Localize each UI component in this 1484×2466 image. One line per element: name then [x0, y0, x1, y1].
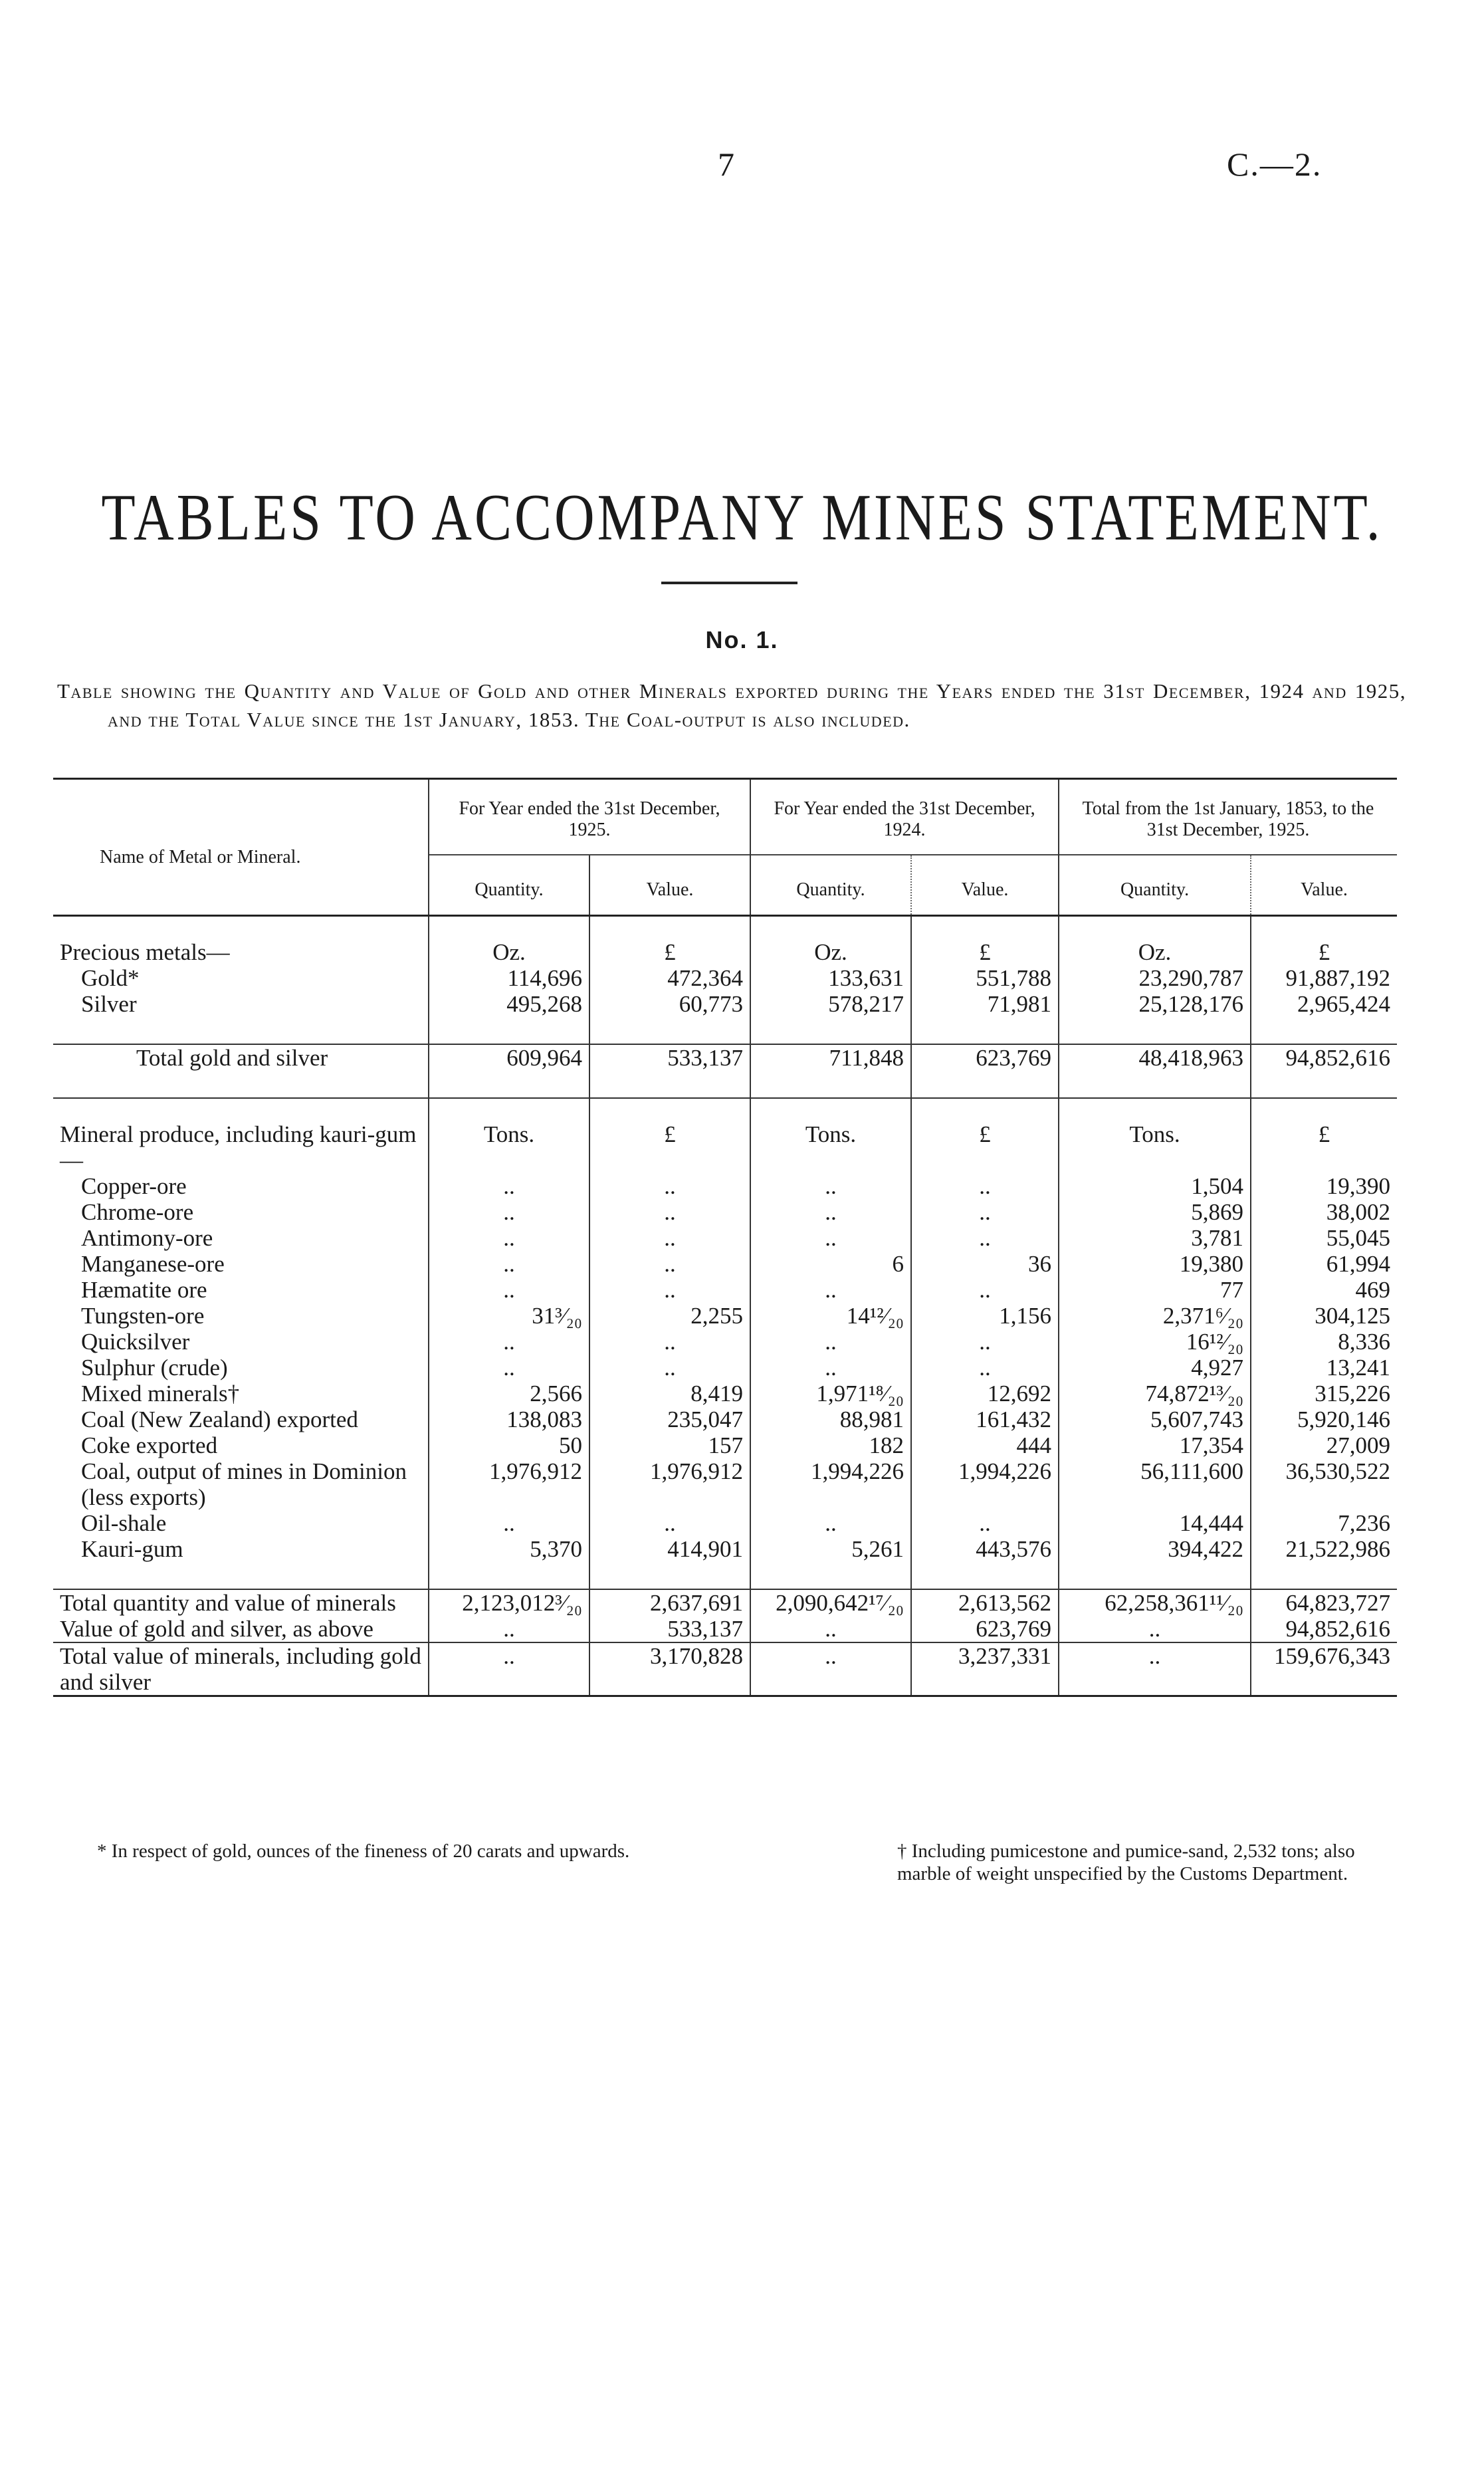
row-label: Tungsten-ore: [81, 1303, 205, 1329]
table-cell: 623,769: [911, 1044, 1059, 1071]
table-cell: 14¹²⁄₂₀: [750, 1303, 911, 1329]
table-cell: 1,976,912: [429, 1458, 589, 1510]
table-cell: ..: [911, 1355, 1059, 1381]
column-header-name: Name of Metal or Mineral.: [53, 779, 429, 916]
table-cell: 578,217: [750, 991, 911, 1017]
table-row: [53, 1406, 1397, 1432]
table-cell: 533,137: [589, 1616, 750, 1642]
table-cell: 2,123,012³⁄₂₀: [429, 1589, 589, 1616]
row-label: Gold*: [81, 965, 140, 991]
table-cell: 3,237,331: [911, 1642, 1059, 1696]
row-label: Value of gold and silver, as above: [60, 1616, 373, 1642]
table-cell: ..: [911, 1329, 1059, 1355]
table-cell: ..: [911, 1277, 1059, 1303]
table-cell: ..: [589, 1173, 750, 1199]
table-cell: ..: [429, 1510, 589, 1536]
unit-label: Oz.: [1059, 916, 1251, 966]
table-cell: 114,696: [429, 965, 589, 991]
table-cell: 1,504: [1059, 1173, 1251, 1199]
column-header-quantity: Quantity.: [1059, 855, 1251, 916]
table-cell: 8,336: [1251, 1329, 1397, 1355]
unit-label: £: [911, 1098, 1059, 1173]
table-cell: 50: [429, 1432, 589, 1458]
table-row: [53, 1536, 1397, 1562]
row-label: Total value of minerals, including gold and silver: [53, 1642, 429, 1696]
column-header-period-total: Total from the 1st January, 1853, to the 31st December, 1925.: [1059, 779, 1397, 855]
row-label: Oil-shale: [81, 1510, 167, 1536]
unit-label: £: [589, 1098, 750, 1173]
table-cell: 5,261: [750, 1536, 911, 1562]
page-title: TABLES TO ACCOMPANY MINES STATEMENT.: [101, 481, 1383, 555]
table-cell: 1,156: [911, 1303, 1059, 1329]
unit-label: £: [911, 916, 1059, 966]
unit-label: Tons.: [1059, 1098, 1251, 1173]
table-cell: ..: [429, 1329, 589, 1355]
row-label: Quicksilver: [81, 1329, 190, 1355]
table-cell: 77: [1059, 1277, 1251, 1303]
table-cell: 91,887,192: [1251, 965, 1397, 991]
table-cell: 94,852,616: [1251, 1044, 1397, 1071]
row-label: Coal, output of mines in Dominion (less exports): [81, 1458, 407, 1510]
table-cell: 469: [1251, 1277, 1397, 1303]
table-cell: 2,090,642¹⁷⁄₂₀: [750, 1589, 911, 1616]
table-row: [53, 1251, 1397, 1277]
table-cell: 609,964: [429, 1044, 589, 1071]
table-cell: 74,872¹³⁄₂₀: [1059, 1381, 1251, 1406]
table-cell: 315,226: [1251, 1381, 1397, 1406]
table-cell: ..: [589, 1199, 750, 1225]
table-cell: ..: [750, 1225, 911, 1251]
table-cell: ..: [911, 1173, 1059, 1199]
column-header-period-1925: For Year ended the 31st December, 1925.: [429, 779, 750, 855]
column-header-value: Value.: [911, 855, 1059, 916]
table-cell: 38,002: [1251, 1199, 1397, 1225]
table-cell: 25,128,176: [1059, 991, 1251, 1017]
table-cell: 1,994,226: [750, 1458, 911, 1510]
row-label: Coal (New Zealand) exported: [81, 1406, 358, 1432]
table-row: [53, 965, 1397, 991]
table-cell: ..: [429, 1355, 589, 1381]
table-cell: ..: [750, 1173, 911, 1199]
table-cell: 21,522,986: [1251, 1536, 1397, 1562]
table-cell: ..: [750, 1329, 911, 1355]
row-label: Kauri-gum: [81, 1536, 183, 1562]
table-cell: 60,773: [589, 991, 750, 1017]
table-cell: 12,692: [911, 1381, 1059, 1406]
row-label: Total quantity and value of minerals: [53, 1589, 429, 1616]
table-cell: 2,371⁶⁄₂₀: [1059, 1303, 1251, 1329]
row-label: Manganese-ore: [81, 1251, 225, 1277]
table-cell: 444: [911, 1432, 1059, 1458]
table-cell: 36: [911, 1251, 1059, 1277]
table-cell: ..: [429, 1199, 589, 1225]
table-row: [53, 916, 1397, 966]
table-cell: 551,788: [911, 965, 1059, 991]
table-cell: 19,390: [1251, 1173, 1397, 1199]
table-cell: 56,111,600: [1059, 1458, 1251, 1510]
table-cell: 61,994: [1251, 1251, 1397, 1277]
table-cell: 472,364: [589, 965, 750, 991]
table-cell: 443,576: [911, 1536, 1059, 1562]
table-cell: 304,125: [1251, 1303, 1397, 1329]
table-cell: 13,241: [1251, 1355, 1397, 1381]
table-cell: 31³⁄₂₀: [429, 1303, 589, 1329]
table-cell: 23,290,787: [1059, 965, 1251, 991]
table-cell: ..: [589, 1355, 750, 1381]
table-cell: 711,848: [750, 1044, 911, 1071]
table-row: [53, 1589, 1397, 1616]
table-cell: 14,444: [1059, 1510, 1251, 1536]
row-label: Mixed minerals†: [81, 1381, 240, 1406]
table-cell: 394,422: [1059, 1536, 1251, 1562]
table-cell: 1,971¹⁸⁄₂₀: [750, 1381, 911, 1406]
table-row: [53, 1432, 1397, 1458]
table-cell: 7,236: [1251, 1510, 1397, 1536]
table-cell: 138,083: [429, 1406, 589, 1432]
table-cell: ..: [429, 1642, 589, 1696]
table-cell: 533,137: [589, 1044, 750, 1071]
table-cell: 48,418,963: [1059, 1044, 1251, 1071]
table-row: [53, 1044, 1397, 1071]
parliamentary-paper-reference: C.—2.: [1227, 146, 1323, 183]
table-cell: 5,370: [429, 1536, 589, 1562]
table-number: No. 1.: [705, 626, 779, 653]
table-cell: ..: [1059, 1616, 1251, 1642]
table-row: [53, 1458, 1397, 1510]
column-header-value: Value.: [1251, 855, 1397, 916]
row-label: Hæmatite ore: [81, 1277, 207, 1303]
section-heading-mineral: Mineral produce, including kauri-gum—: [53, 1098, 429, 1173]
table-cell: ..: [750, 1616, 911, 1642]
table-cell: 27,009: [1251, 1432, 1397, 1458]
table-cell: 5,869: [1059, 1199, 1251, 1225]
table-row: [53, 1303, 1397, 1329]
table-cell: 36,530,522: [1251, 1458, 1397, 1510]
unit-label: Tons.: [429, 1098, 589, 1173]
page-number: 7: [718, 146, 734, 183]
table-cell: 55,045: [1251, 1225, 1397, 1251]
table-cell: ..: [911, 1510, 1059, 1536]
table-cell: ..: [589, 1277, 750, 1303]
table-cell: ..: [589, 1251, 750, 1277]
row-label: Copper-ore: [81, 1173, 187, 1199]
table-cell: 4,927: [1059, 1355, 1251, 1381]
table-caption-text: Table showing the Quantity and Value of Gold and other Minerals exported during the Years ended the 31st December, 1924 and 1925, and the Total Value since the 1st January, 1853. The Coal-output is also included.: [57, 679, 1406, 731]
table-row: [53, 1355, 1397, 1381]
row-label: Antimony-ore: [81, 1225, 213, 1251]
table-cell: 8,419: [589, 1381, 750, 1406]
table-cell: 94,852,616: [1251, 1616, 1397, 1642]
unit-label: £: [1251, 916, 1397, 966]
table-row: [53, 1329, 1397, 1355]
table-cell: 6: [750, 1251, 911, 1277]
table-cell: ..: [750, 1510, 911, 1536]
table-cell: 2,613,562: [911, 1589, 1059, 1616]
table-cell: 161,432: [911, 1406, 1059, 1432]
table-cell: 19,380: [1059, 1251, 1251, 1277]
row-label: Chrome-ore: [81, 1199, 194, 1225]
table-cell: 2,965,424: [1251, 991, 1397, 1017]
column-header-period-1924: For Year ended the 31st December, 1924.: [750, 779, 1059, 855]
table-cell: 16¹²⁄₂₀: [1059, 1329, 1251, 1355]
table-cell: ..: [429, 1616, 589, 1642]
table-cell: 2,255: [589, 1303, 750, 1329]
table-cell: ..: [429, 1277, 589, 1303]
table-cell: 5,920,146: [1251, 1406, 1397, 1432]
minerals-export-table: [53, 778, 1397, 1697]
table-cell: 64,823,727: [1251, 1589, 1397, 1616]
table-cell: 414,901: [589, 1536, 750, 1562]
table-cell: 71,981: [911, 991, 1059, 1017]
table-cell: ..: [589, 1510, 750, 1536]
table-row: [53, 1510, 1397, 1536]
table-cell: 17,354: [1059, 1432, 1251, 1458]
table-cell: 1,994,226: [911, 1458, 1059, 1510]
row-label: Coke exported: [81, 1432, 218, 1458]
title-divider: [661, 582, 797, 584]
table-row: [53, 1199, 1397, 1225]
table-caption: [57, 677, 1406, 734]
table-cell: 62,258,361¹¹⁄₂₀: [1059, 1589, 1251, 1616]
table-cell: 235,047: [589, 1406, 750, 1432]
table-cell: ..: [750, 1199, 911, 1225]
table-row: [53, 1642, 1397, 1696]
table-cell: 88,981: [750, 1406, 911, 1432]
table-cell: ..: [911, 1199, 1059, 1225]
footnote-mixed-minerals: † Including pumicestone and pumice-sand, 2,532 tons; also marble of weight unspecified by the Customs Department.: [897, 1841, 1355, 1884]
table-cell: 495,268: [429, 991, 589, 1017]
table-cell: 3,781: [1059, 1225, 1251, 1251]
table-cell: ..: [429, 1225, 589, 1251]
table-row: [53, 1277, 1397, 1303]
table-cell: ..: [589, 1225, 750, 1251]
column-header-value: Value.: [589, 855, 750, 916]
table-cell: 2,566: [429, 1381, 589, 1406]
row-label: Sulphur (crude): [81, 1355, 228, 1381]
table-cell: 157: [589, 1432, 750, 1458]
table-cell: ..: [1059, 1642, 1251, 1696]
table-cell: ..: [429, 1173, 589, 1199]
table-row: [53, 991, 1397, 1017]
table-row: [53, 1381, 1397, 1406]
table-cell: 2,637,691: [589, 1589, 750, 1616]
table-cell: ..: [589, 1329, 750, 1355]
table-cell: 5,607,743: [1059, 1406, 1251, 1432]
table-cell: 133,631: [750, 965, 911, 991]
table-cell: ..: [911, 1225, 1059, 1251]
unit-label: £: [589, 916, 750, 966]
table-row: [53, 1173, 1397, 1199]
table-row: [53, 1616, 1397, 1642]
table-row: [53, 1225, 1397, 1251]
table-cell: 3,170,828: [589, 1642, 750, 1696]
table-cell: ..: [750, 1355, 911, 1381]
table-cell: 1,976,912: [589, 1458, 750, 1510]
table-row: [53, 1098, 1397, 1173]
unit-label: £: [1251, 1098, 1397, 1173]
unit-label: Oz.: [750, 916, 911, 966]
footnote-gold: * In respect of gold, ounces of the fineness of 20 carats and upwards.: [97, 1841, 630, 1862]
table-cell: ..: [750, 1277, 911, 1303]
row-label: Total gold and silver: [53, 1044, 429, 1071]
unit-label: Tons.: [750, 1098, 911, 1173]
column-header-quantity: Quantity.: [750, 855, 911, 916]
unit-label: Oz.: [429, 916, 589, 966]
table-cell: ..: [429, 1251, 589, 1277]
table-cell: ..: [750, 1642, 911, 1696]
section-heading-precious: Precious metals—: [60, 939, 230, 965]
column-header-quantity: Quantity.: [429, 855, 589, 916]
table-cell: 182: [750, 1432, 911, 1458]
row-label: Silver: [81, 991, 137, 1017]
table-cell: 623,769: [911, 1616, 1059, 1642]
table-cell: 159,676,343: [1251, 1642, 1397, 1696]
